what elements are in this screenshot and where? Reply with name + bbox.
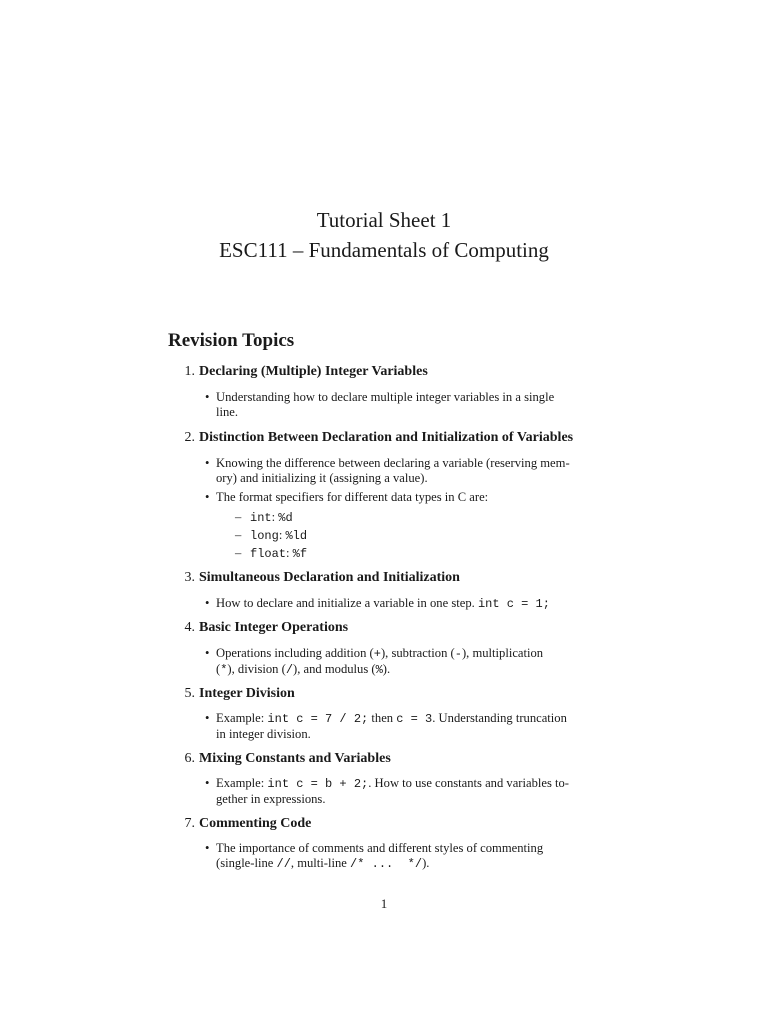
bullet-line: line. xyxy=(216,405,239,419)
item-number: 2. xyxy=(184,430,195,445)
code-snippet: /* ... */ xyxy=(350,857,423,871)
bullet-item xyxy=(205,711,600,742)
item-number: 6. xyxy=(184,751,195,766)
code-snippet: // xyxy=(276,857,291,871)
bullet-dot-icon: • xyxy=(205,776,210,790)
item-number: 7. xyxy=(184,816,195,831)
bullet-dot-icon: • xyxy=(205,390,210,404)
code-snippet: int c = 7 / 2; xyxy=(267,712,369,726)
bullet-line: Knowing the difference between declaring a variable (reserving mem- xyxy=(216,456,570,470)
bullet-dot-icon: • xyxy=(205,596,210,610)
bullet-line: Example: int c = b + 2;. How to use constants and variables to- xyxy=(216,776,570,791)
item-title: Integer Division xyxy=(199,686,295,701)
document-page: Tutorial Sheet 1 ESC111 – Fundamentals of Computing Revision Topics 1. Declaring (Multiple) Integer Variables • Understanding how to declare multiple integer variables in a single line. 2. Distinction Between Declaration and Initialization of Variables • Knowing the difference between declaring a variable (reserving mem- ory) and initializing it (assigning a value). • The format specifiers for different data types in C are: – int: %d – long: %ld – float: %f 3. Simultaneous Declaration and Initialization • How to declare and initialize a variable in one step. int c = 1; 4. Basic Integer Operations • Operations including addition (+), subtraction (-), multiplication (*), division (/), and modulus (%). 5. Integer Division • Example: int c = 7 / 2; then c = 3. Understanding truncation in integer division. 6. Mixing Constants and Variables • Example: int c = b + 2;. How to use constants and variables to- gether in expressions. 7. Commenting Code • The importance of comments and different styles of commenting (single-line //, multi-line /* ... */). 1 xyxy=(0,0,768,1024)
bullet-dot-icon: • xyxy=(205,711,210,725)
section-heading: Revision Topics xyxy=(168,330,295,351)
item-title: Declaring (Multiple) Integer Variables xyxy=(199,364,428,379)
item-number: 1. xyxy=(184,364,195,379)
bullet-line: The format specifiers for different data types in C are: xyxy=(216,490,489,504)
course-title: ESC111 – Fundamentals of Computing xyxy=(219,238,549,262)
bullet-dot-icon: • xyxy=(205,841,210,855)
format-specifier: %d xyxy=(278,511,293,525)
bullet-dot-icon: • xyxy=(205,456,210,470)
item-title: Commenting Code xyxy=(199,816,312,831)
code-snippet: int c = b + 2; xyxy=(267,777,369,791)
bullet-item xyxy=(205,596,600,612)
dash-icon: – xyxy=(235,510,242,524)
bullet-item xyxy=(205,390,600,420)
bullet-item xyxy=(205,776,600,807)
dash-icon: – xyxy=(235,546,242,560)
data-type: long xyxy=(250,529,279,543)
item-number: 5. xyxy=(184,686,195,701)
bullet-item xyxy=(205,456,600,486)
bullet-line: How to declare and initialize a variable in one step. int c = 1; xyxy=(216,596,550,611)
bullet-dot-icon: • xyxy=(205,490,210,504)
bullet-line: ory) and initializing it (assigning a value). xyxy=(216,471,428,485)
bullet-line: The importance of comments and different styles of commenting xyxy=(216,841,544,855)
bullet-line: gether in expressions. xyxy=(216,792,326,806)
item-number: 3. xyxy=(184,570,195,585)
format-specifier: %ld xyxy=(285,529,308,543)
page-number: 1 xyxy=(380,896,388,911)
document-title: Tutorial Sheet 1 xyxy=(316,208,452,232)
item-title: Mixing Constants and Variables xyxy=(199,751,391,766)
bullet-line: Operations including addition (+), subtraction (-), multiplication xyxy=(216,646,544,661)
code-snippet: int c = 1; xyxy=(477,597,550,611)
bullet-item xyxy=(205,841,600,872)
data-type: float xyxy=(250,547,287,561)
item-number: 4. xyxy=(184,620,195,635)
item-title: Simultaneous Declaration and Initialization xyxy=(199,570,460,585)
bullet-line: (*), division (/), and modulus (%). xyxy=(216,662,391,677)
format-specifier: %f xyxy=(292,547,308,561)
item-title: Basic Integer Operations xyxy=(199,620,349,635)
dash-icon: – xyxy=(235,528,242,542)
bullet-line: in integer division. xyxy=(216,727,311,741)
bullet-line: Understanding how to declare multiple integer variables in a single xyxy=(216,390,555,404)
data-type: int xyxy=(250,511,272,525)
bullet-line: (single-line //, multi-line /* ... */). xyxy=(216,856,430,871)
item-title: Distinction Between Declaration and Initialization of Variables xyxy=(199,430,574,445)
bullet-dot-icon: • xyxy=(205,646,210,660)
code-snippet: c = 3 xyxy=(396,712,433,726)
bullet-item xyxy=(205,646,600,678)
bullet-line: Example: int c = 7 / 2; then c = 3. Understanding truncation xyxy=(216,711,567,726)
bullet-item xyxy=(205,490,600,505)
